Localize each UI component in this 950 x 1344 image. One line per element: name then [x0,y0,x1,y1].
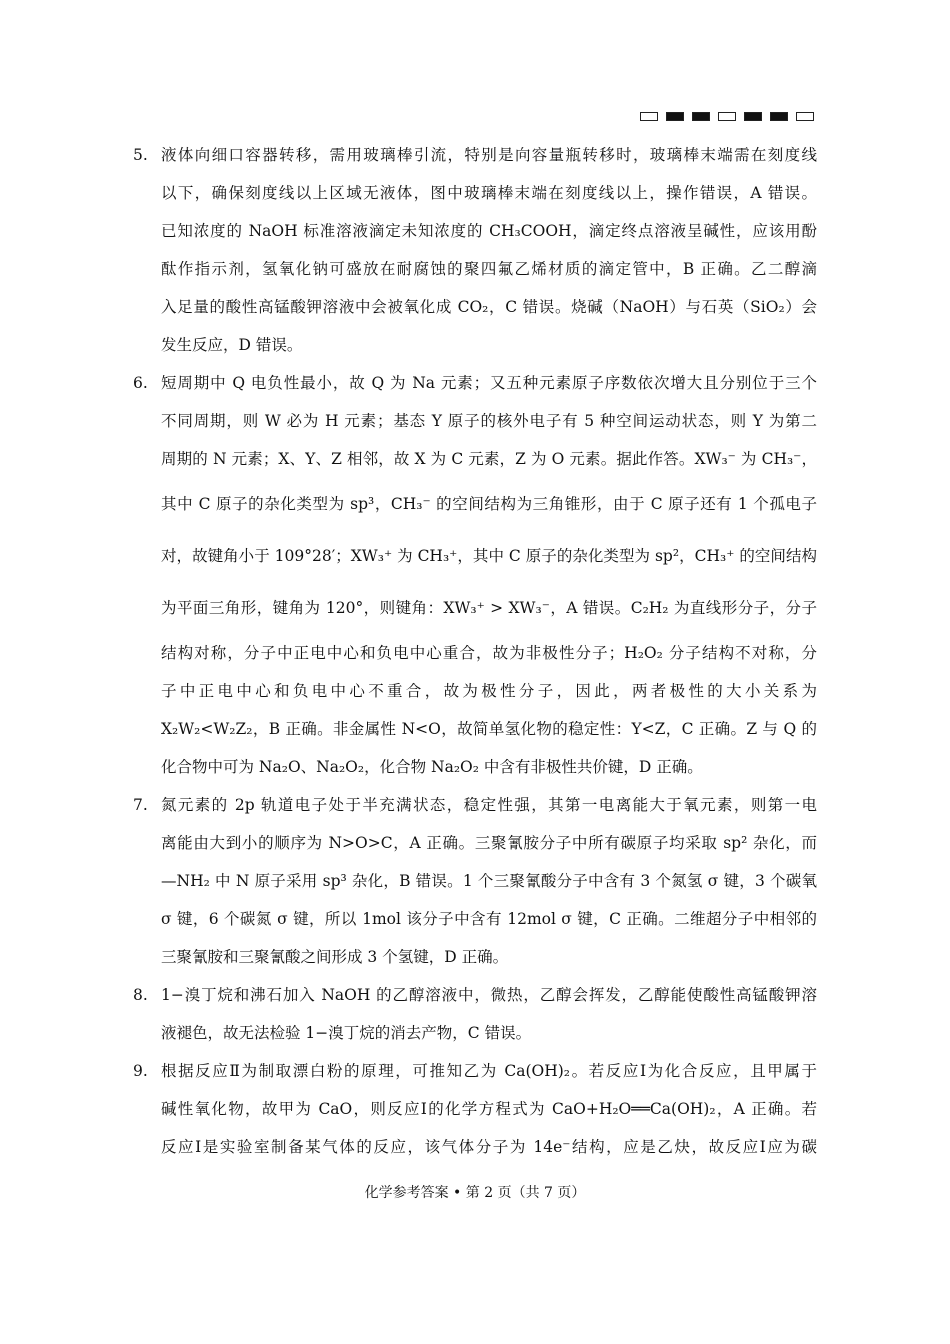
answer-item [133,364,817,786]
header-mark-filled [744,112,762,121]
answer-line: 化合物中可为 Na₂O、Na₂O₂，化合物 Na₂O₂ 中含有非极性共价键，D 正确。 [161,758,703,776]
answer-number: 5. [133,146,148,164]
answer-line: 液褪色，故无法检验 1−溴丁烷的消去产物，C 错误。 [161,1024,532,1042]
answer-line: 结构对称，分子中正电中心和负电中心重合，故为非极性分子；H₂O₂ 分子结构不对称，分 [161,644,817,662]
answer-text [161,1052,817,1166]
answer-item [133,1052,817,1166]
answer-line: 酞作指示剂，氢氧化钠可盛放在耐腐蚀的聚四氟乙烯材质的滴定管中，B 正确。乙二醇滴 [161,260,817,278]
answer-line: 反应Ⅰ是实验室制备某气体的反应，该气体分子为 14e⁻结构，应是乙炔，故反应Ⅰ应为碳 [161,1138,817,1156]
answer-line: 对，故键角小于 109°28′；XW₃⁺ 为 CH₃⁺，其中 C 原子的杂化类型为 sp²，CH₃⁺ 的空间结构 [161,547,817,565]
answer-line: 三聚氰胺和三聚氰酸之间形成 3 个氢键，D 正确。 [161,948,509,966]
answer-line: 周期的 N 元素；X、Y、Z 相邻，故 X 为 C 元素，Z 为 O 元素。据此作答。XW₃⁻ 为 CH₃⁻， [161,450,817,468]
answer-number: 8. [133,986,148,1004]
answer-line: σ 键，6 个碳氮 σ 键，所以 1mol 该分子中含有 12mol σ 键，C 正确。二维超分子中相邻的 [161,910,817,928]
answer-line: 其中 C 原子的杂化类型为 sp³，CH₃⁻ 的空间结构为三角锥形，由于 C 原子还有 1 个孤电子 [161,495,817,513]
answer-line: 液体向细口容器转移，需用玻璃棒引流，特别是向容量瓶转移时，玻璃棒末端需在刻度线 [161,146,817,164]
page-footer: 化学参考答案 • 第 2 页（共 7 页） [364,1185,586,1201]
header-mark-empty [640,112,658,121]
answer-number: 6. [133,374,148,392]
answer-list [133,136,817,1166]
answer-line: 1−溴丁烷和沸石加入 NaOH 的乙醇溶液中，微热，乙醇会挥发，乙醇能使酸性高锰酸钾溶 [161,986,817,1004]
header-mark-filled [692,112,710,121]
answer-line: 不同周期，则 W 必为 H 元素；基态 Y 原子的核外电子有 5 种空间运动状态，则 Y 为第二 [161,412,817,430]
header-mark-filled [770,112,788,121]
answer-item [133,976,817,1052]
answer-line: X₂W₂<W₂Z₂，B 正确。非金属性 N<O，故简单氢化物的稳定性：Y<Z，C 正确。Z 与 Q 的 [161,720,817,738]
answer-line: 子中正电中心和负电中心不重合，故为极性分子，因此，两者极性的大小关系为 [161,682,817,700]
answer-line: 已知浓度的 NaOH 标准溶液滴定未知浓度的 CH₃COOH，滴定终点溶液呈碱性，应该用酚 [161,222,817,240]
header-mark-empty [718,112,736,121]
answer-line: 离能由大到小的顺序为 N>O>C，A 正确。三聚氰胺分子中所有碳原子均采取 sp² 杂化，而 [161,834,817,852]
header-mark-filled [666,112,684,121]
answer-line: 氮元素的 2p 轨道电子处于半充满状态，稳定性强，其第一电离能大于氧元素，则第一电 [161,796,817,814]
answer-line: 短周期中 Q 电负性最小，故 Q 为 Na 元素；又五种元素原子序数依次增大且分别位于三个 [161,374,817,392]
answer-item [133,786,817,976]
answer-line: 入足量的酸性高锰酸钾溶液中会被氧化成 CO₂，C 错误。烧碱（NaOH）与石英（SiO₂）会 [161,298,817,316]
answer-line: 为平面三角形，键角为 120°，则键角：XW₃⁺ > XW₃⁻，A 错误。C₂H₂ 为直线形分子，分子 [161,599,817,617]
answer-text [161,364,817,786]
answer-line: —NH₂ 中 N 原子采用 sp³ 杂化，B 错误。1 个三聚氰酸分子中含有 3 个氮氢 σ 键，3 个碳氧 [161,872,817,890]
answer-text [161,136,817,364]
answer-text [161,786,817,976]
header-marks [640,112,814,121]
answer-number: 9. [133,1062,148,1080]
answer-line: 碱性氧化物，故甲为 CaO，则反应Ⅰ的化学方程式为 CaO+H₂O══Ca(OH)₂，A 正确。若 [161,1100,817,1118]
answer-number: 7. [133,796,148,814]
header-mark-empty [796,112,814,121]
answer-line: 发生反应，D 错误。 [161,336,303,354]
answer-line: 以下，确保刻度线以上区域无液体，图中玻璃棒末端在刻度线以上，操作错误，A 错误。 [161,184,817,202]
answer-text [161,976,817,1052]
answer-line: 根据反应Ⅱ为制取漂白粉的原理，可推知乙为 Ca(OH)₂。若反应Ⅰ为化合反应，且甲属于 [161,1062,817,1080]
answer-item [133,136,817,364]
